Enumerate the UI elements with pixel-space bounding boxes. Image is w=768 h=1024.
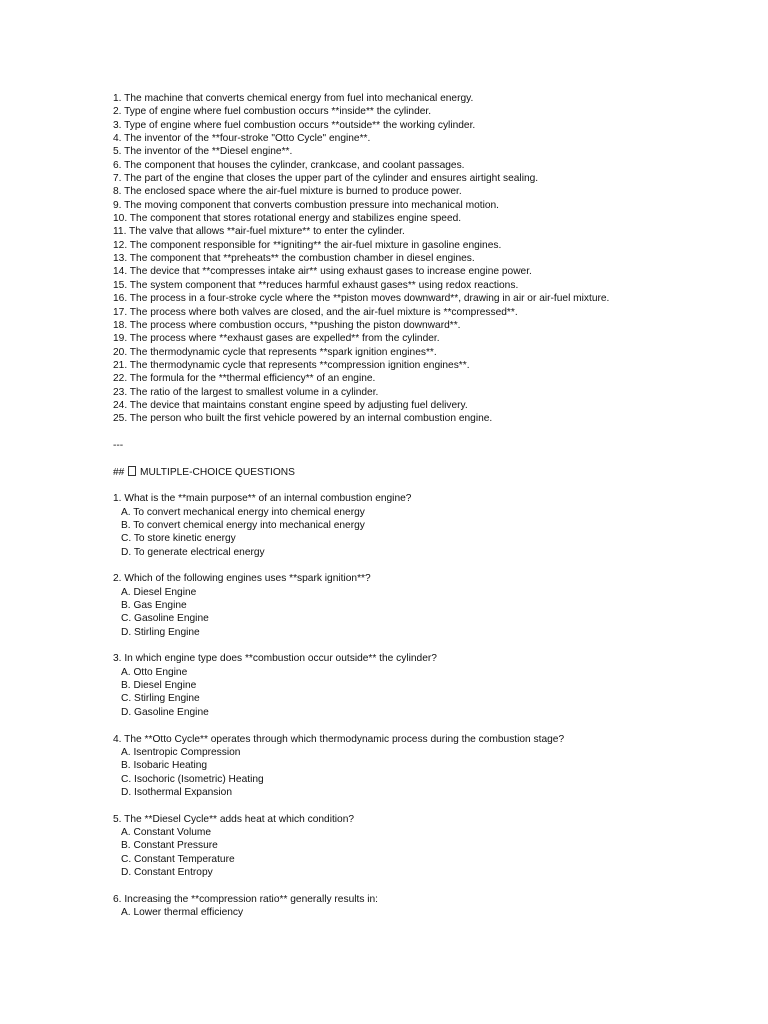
definition-item: 11. The valve that allows **air-fuel mixture** to enter the cylinder. xyxy=(113,226,405,238)
answer-option: A. Lower thermal efficiency xyxy=(121,906,244,918)
spacer xyxy=(113,719,653,732)
answer-option: C. To store kinetic energy xyxy=(121,533,236,545)
spacer xyxy=(113,559,653,572)
answer-option: D. Isothermal Expansion xyxy=(121,786,232,798)
answer-option: A. Diesel Engine xyxy=(121,586,197,598)
definition-item: 2. Type of engine where fuel combustion occurs **inside** the cylinder. xyxy=(113,106,432,118)
separator-text: --- xyxy=(113,439,124,451)
definition-item: 13. The component that **preheats** the combustion chamber in diesel engines. xyxy=(113,253,475,265)
question-text: 6. Increasing the **compression ratio** generally results in: xyxy=(113,893,379,905)
definition-item: 24. The device that maintains constant engine speed by adjusting fuel delivery. xyxy=(113,399,468,411)
question-text: 1. What is the **main purpose** of an internal combustion engine? xyxy=(113,493,412,505)
answer-option: A. Isentropic Compression xyxy=(121,746,241,758)
definition-item: 9. The moving component that converts combustion pressure into mechanical motion. xyxy=(113,199,500,211)
heading-prefix: ## xyxy=(113,466,125,478)
question-block xyxy=(113,813,653,880)
question-block xyxy=(113,652,653,719)
definition-item: 17. The process where both valves are closed, and the air-fuel mixture is **compressed**. xyxy=(113,306,518,318)
definition-item: 19. The process where **exhaust gases are expelled** from the cylinder. xyxy=(113,333,440,345)
spacer xyxy=(113,479,653,492)
definition-item: 25. The person who built the first vehicle powered by an internal combustion engine. xyxy=(113,413,493,425)
definition-item: 15. The system component that **reduces harmful exhaust gases** using redox reactions. xyxy=(113,279,519,291)
answer-option: D. Gasoline Engine xyxy=(121,706,209,718)
spacer xyxy=(113,799,653,812)
answer-option: A. Constant Volume xyxy=(121,826,212,838)
answer-option: B. Isobaric Heating xyxy=(121,760,208,772)
definition-item: 8. The enclosed space where the air-fuel mixture is burned to produce power. xyxy=(113,186,462,198)
question-block xyxy=(113,893,653,920)
question-block xyxy=(113,733,653,800)
definition-item: 5. The inventor of the **Diesel engine**. xyxy=(113,146,293,158)
definition-item: 14. The device that **compresses intake air** using exhaust gases to increase engine power. xyxy=(113,266,532,278)
question-text: 3. In which engine type does **combustion occur outside** the cylinder? xyxy=(113,653,437,665)
answer-option: B. To convert chemical energy into mechanical energy xyxy=(121,520,365,531)
definition-item: 20. The thermodynamic cycle that represents **spark ignition engines**. xyxy=(113,346,437,358)
spacer xyxy=(113,426,653,439)
spacer xyxy=(113,452,653,465)
answer-option: A. To convert mechanical energy into chemical energy xyxy=(121,506,365,518)
answer-option: B. Gas Engine xyxy=(121,600,187,612)
definition-item: 10. The component that stores rotational energy and stabilizes engine speed. xyxy=(113,213,462,225)
definition-item: 4. The inventor of the **four-stroke "Otto Cycle" engine**. xyxy=(113,133,371,145)
document-body xyxy=(113,92,653,919)
definition-item: 3. Type of engine where fuel combustion occurs **outside** the working cylinder. xyxy=(113,119,476,131)
answer-option: C. Constant Temperature xyxy=(121,853,235,865)
question-text: 5. The **Diesel Cycle** adds heat at which condition? xyxy=(113,813,355,825)
definition-item: 21. The thermodynamic cycle that represents **compression ignition engines**. xyxy=(113,359,470,371)
answer-option: C. Isochoric (Isometric) Heating xyxy=(121,773,264,785)
definition-item: 1. The machine that converts chemical energy from fuel into mechanical energy. xyxy=(113,93,474,104)
answer-option: D. Constant Entropy xyxy=(121,866,213,878)
definition-item: 12. The component responsible for **igniting** the air-fuel mixture in gasoline engines. xyxy=(113,239,502,251)
heading-text: MULTIPLE-CHOICE QUESTIONS xyxy=(140,466,295,478)
answer-option: B. Diesel Engine xyxy=(121,680,197,692)
missing-glyph-icon xyxy=(128,466,136,476)
answer-option: C. Gasoline Engine xyxy=(121,613,209,625)
definition-item: 16. The process in a four-stroke cycle where the **piston moves downward**, drawing in air or air-fuel mixture. xyxy=(113,293,610,305)
definition-item: 7. The part of the engine that closes the upper part of the cylinder and ensures airtight sealing. xyxy=(113,173,539,185)
answer-option: C. Stirling Engine xyxy=(121,693,200,705)
definition-list xyxy=(113,92,653,426)
answer-option: D. Stirling Engine xyxy=(121,626,200,638)
definition-item: 23. The ratio of the largest to smallest volume in a cylinder. xyxy=(113,386,379,398)
question-text: 2. Which of the following engines uses **spark ignition**? xyxy=(113,573,371,585)
definition-item: 6. The component that houses the cylinder, crankcase, and coolant passages. xyxy=(113,159,465,171)
question-block xyxy=(113,572,653,639)
question-block xyxy=(113,492,653,559)
spacer xyxy=(113,879,653,892)
definition-item: 18. The process where combustion occurs, **pushing the piston downward**. xyxy=(113,319,461,331)
answer-option: D. To generate electrical energy xyxy=(121,546,265,558)
spacer xyxy=(113,639,653,652)
answer-option: A. Otto Engine xyxy=(121,666,188,678)
answer-option: B. Constant Pressure xyxy=(121,840,218,852)
question-text: 4. The **Otto Cycle** operates through which thermodynamic process during the combustion stage? xyxy=(113,733,565,745)
section-heading xyxy=(113,466,653,479)
definition-item: 22. The formula for the **thermal efficiency** of an engine. xyxy=(113,373,376,385)
